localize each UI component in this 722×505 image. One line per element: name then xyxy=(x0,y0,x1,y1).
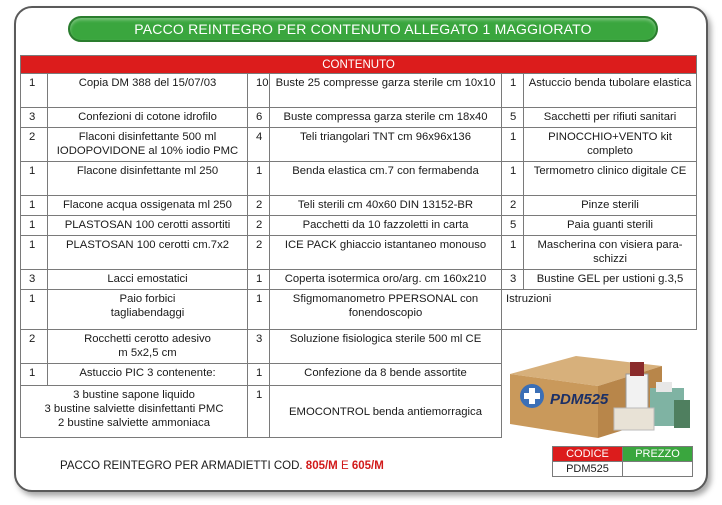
description-cell: Pacchetti da 10 fazzoletti in carta xyxy=(270,216,502,236)
quantity-cell: 2 xyxy=(248,196,270,216)
quantity-cell: 5 xyxy=(502,216,524,236)
description-cell: Astuccio PIC 3 contenente: xyxy=(48,364,248,386)
description-cell: PLASTOSAN 100 cerotti cm.7x2 xyxy=(48,236,248,270)
description-cell: Lacci emostatici xyxy=(48,270,248,290)
description-cell: PINOCCHIO+VENTO kit completo xyxy=(524,128,697,162)
price-table xyxy=(552,446,693,477)
quantity-cell: 1 xyxy=(248,162,270,196)
description-cell: Soluzione fisiologica sterile 500 ml CE xyxy=(270,330,502,364)
table-row xyxy=(21,162,697,196)
quantity-cell: 2 xyxy=(248,216,270,236)
page-title: PACCO REINTEGRO PER CONTENUTO ALLEGATO 1 MAGGIORATO xyxy=(68,16,658,42)
quantity-cell: 3 xyxy=(502,270,524,290)
description-cell: Flaconi disinfettante 500 ml IODOPOVIDONE al 10% iodio PMC xyxy=(48,128,248,162)
table-row xyxy=(21,236,697,270)
quantity-cell: 3 xyxy=(21,270,48,290)
table-row xyxy=(21,290,697,330)
description-cell: Paio forbici tagliabendaggi xyxy=(48,290,248,330)
description-cell: Teli triangolari TNT cm 96x96x136 xyxy=(270,128,502,162)
quantity-cell: 2 xyxy=(21,330,48,364)
quantity-cell: 1 xyxy=(502,236,524,270)
description-cell: Confezioni di cotone idrofilo xyxy=(48,108,248,128)
quantity-cell: 2 xyxy=(502,196,524,216)
quantity-cell: Istruzioni xyxy=(502,290,697,330)
table-row xyxy=(21,108,697,128)
description-cell: Rocchetti cerotto adesivo m 5x2,5 cm xyxy=(48,330,248,364)
code-value: PDM525 xyxy=(553,462,623,477)
pic3-contents-cell: 3 bustine sapone liquido 3 bustine salviette disinfettanti PMC 2 bustine salviette ammoniaca xyxy=(21,386,248,438)
description-cell: ICE PACK ghiaccio istantaneo monouso xyxy=(270,236,502,270)
quantity-cell: 4 xyxy=(248,128,270,162)
quantity-cell: 1 xyxy=(21,216,48,236)
description-cell: Buste compressa garza sterile cm 18x40 xyxy=(270,108,502,128)
description-cell: PLASTOSAN 100 cerotti assortiti xyxy=(48,216,248,236)
table-row xyxy=(21,128,697,162)
description-cell: Teli sterili cm 40x60 DIN 13152-BR xyxy=(270,196,502,216)
quantity-cell: 3 xyxy=(248,330,270,364)
quantity-cell: 1 xyxy=(21,74,48,108)
quantity-cell: 6 xyxy=(248,108,270,128)
description-cell: Copia DM 388 del 15/07/03 xyxy=(48,74,248,108)
table-row xyxy=(21,196,697,216)
quantity-cell: 1 xyxy=(21,364,48,386)
price-value xyxy=(623,462,693,477)
quantity-cell: 1 xyxy=(502,128,524,162)
description-cell: Sacchetti per rifiuti sanitari xyxy=(524,108,697,128)
quantity-cell: 1 xyxy=(21,196,48,216)
quantity-cell: 2 xyxy=(21,128,48,162)
quantity-cell: 1 xyxy=(21,290,48,330)
quantity-cell: 1 xyxy=(21,162,48,196)
description-cell: Confezione da 8 bende assortite xyxy=(270,364,502,386)
quantity-cell: 1 xyxy=(248,270,270,290)
product-label: PDM525 xyxy=(550,391,609,408)
table-row xyxy=(21,216,697,236)
quantity-cell: 5 xyxy=(502,108,524,128)
description-cell: EMOCONTROL benda antiemorragica xyxy=(270,386,502,438)
quantity-cell: 2 xyxy=(248,236,270,270)
quantity-cell: 1 xyxy=(248,364,270,386)
first-aid-kit-image xyxy=(506,352,694,444)
description-cell: Flacone disinfettante ml 250 xyxy=(48,162,248,196)
description-cell: Buste 25 compresse garza sterile cm 10x10 xyxy=(270,74,502,108)
quantity-cell: 1 xyxy=(502,74,524,108)
price-header: PREZZO xyxy=(623,447,693,462)
description-cell: Astuccio benda tubolare elastica xyxy=(524,74,697,108)
description-cell: Coperta isotermica oro/arg. cm 160x210 xyxy=(270,270,502,290)
quantity-cell: 1 xyxy=(21,236,48,270)
quantity-cell: 3 xyxy=(21,108,48,128)
description-cell: Sfigmomanometro PPERSONAL con fonendoscopio xyxy=(270,290,502,330)
section-header: CONTENUTO xyxy=(21,56,697,74)
code-header: CODICE xyxy=(553,447,623,462)
table-row xyxy=(21,74,697,108)
quantity-cell: 1 xyxy=(248,290,270,330)
quantity-cell: 1 xyxy=(248,386,270,438)
description-cell: Paia guanti sterili xyxy=(524,216,697,236)
quantity-cell: 10 xyxy=(248,74,270,108)
description-cell: Pinze sterili xyxy=(524,196,697,216)
quantity-cell: 1 xyxy=(502,162,524,196)
footer-note: PACCO REINTEGRO PER ARMADIETTI COD. 805/M E 605/M xyxy=(60,460,384,472)
description-cell: Flacone acqua ossigenata ml 250 xyxy=(48,196,248,216)
description-cell: Termometro clinico digitale CE xyxy=(524,162,697,196)
table-row xyxy=(21,270,697,290)
description-cell: Benda elastica cm.7 con fermabenda xyxy=(270,162,502,196)
description-cell: Mascherina con visiera para-schizzi xyxy=(524,236,697,270)
description-cell: Bustine GEL per ustioni g.3,5 xyxy=(524,270,697,290)
